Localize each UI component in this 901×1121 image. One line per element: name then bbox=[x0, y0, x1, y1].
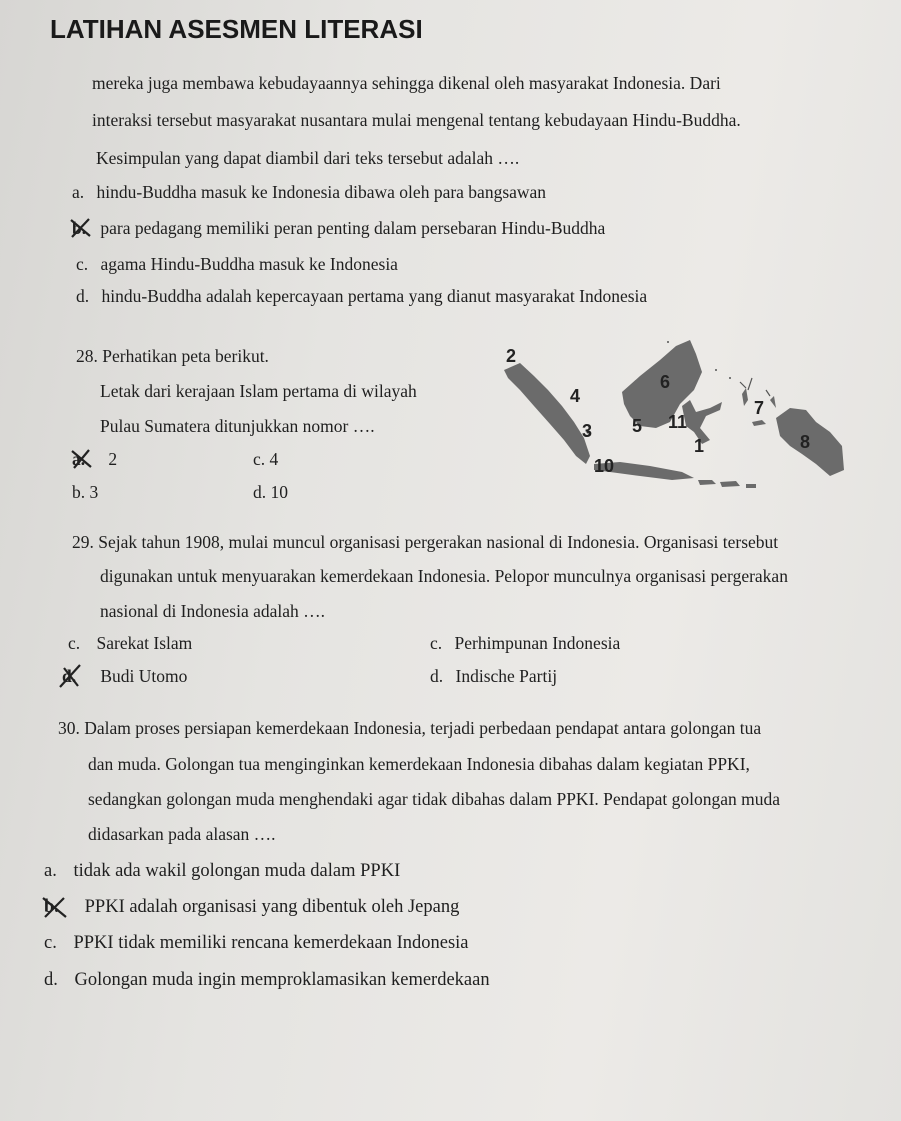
crossed-option-mark: b. bbox=[72, 218, 94, 239]
option-text: PPKI tidak memiliki rencana kemerdekaan Indonesia bbox=[73, 933, 469, 953]
option-30-b[interactable] bbox=[44, 897, 459, 918]
map-label: 11 bbox=[668, 412, 688, 432]
option-text: agama Hindu-Buddha masuk ke Indonesia bbox=[100, 254, 398, 274]
crossed-option-mark: a. bbox=[72, 449, 96, 470]
question-27-text-line1: mereka juga membawa kebudayaannya sehingga dikenal oleh masyarakat Indonesia. Dari bbox=[92, 73, 721, 93]
map-label: 8 bbox=[800, 432, 811, 452]
map-label: 5 bbox=[632, 416, 643, 436]
option-29-d1[interactable] bbox=[62, 666, 187, 687]
option-text: hindu-Buddha masuk ke Indonesia dibawa oleh para bangsawan bbox=[96, 182, 547, 202]
option-28-d[interactable]: d. 10 bbox=[253, 482, 288, 502]
option-text: tidak ada wakil golongan muda dalam PPKI bbox=[73, 861, 401, 881]
option-27-c[interactable] bbox=[76, 254, 398, 275]
option-30-c[interactable] bbox=[44, 933, 469, 954]
option-text: 2 bbox=[108, 449, 118, 469]
question-28-text-line3: Pulau Sumatera ditunjukkan nomor …. bbox=[100, 416, 375, 436]
option-30-d[interactable] bbox=[44, 970, 490, 991]
option-text: PPKI adalah organisasi yang dibentuk oleh Jepang bbox=[84, 897, 460, 917]
option-27-b[interactable] bbox=[72, 218, 605, 239]
map-label: 7 bbox=[754, 398, 765, 418]
island-nusa-tenggara bbox=[698, 480, 756, 488]
option-letter: a. bbox=[44, 861, 57, 881]
map-label: 3 bbox=[582, 421, 593, 441]
option-letter: d. bbox=[44, 970, 58, 990]
option-text: Sarekat Islam bbox=[96, 633, 193, 653]
option-letter: a. bbox=[72, 182, 85, 202]
question-27-text-line3: Kesimpulan yang dapat diambil dari teks tersebut adalah …. bbox=[96, 148, 520, 168]
option-27-a[interactable] bbox=[72, 182, 546, 203]
cross-mark-icon bbox=[40, 895, 70, 921]
option-letter: c. bbox=[44, 933, 57, 953]
option-letter: c. bbox=[430, 633, 443, 653]
option-text: Golongan muda ingin memproklamasikan kemerdekaan bbox=[74, 970, 490, 990]
option-29-c2[interactable] bbox=[430, 633, 620, 654]
map-label: 6 bbox=[660, 372, 671, 392]
map-label: 2 bbox=[506, 346, 517, 366]
option-letter: c. bbox=[68, 633, 81, 653]
option-28-c[interactable]: c. 4 bbox=[253, 449, 279, 469]
option-28-b[interactable]: b. 3 bbox=[72, 482, 99, 502]
cross-mark-icon bbox=[69, 447, 95, 471]
question-30-text-line3: sedangkan golongan muda menghendaki agar tidak dibahas dalam PPKI. Pendapat golongan muda bbox=[88, 789, 781, 809]
question-27-text-line2: interaksi tersebut masyarakat nusantara mulai mengenal tentang kebudayaan Hindu-Buddha. bbox=[92, 110, 741, 130]
question-30-text-line1: 30. Dalam proses persiapan kemerdekaan Indonesia, terjadi perbedaan pendapat antara golongan tua bbox=[58, 718, 762, 738]
crossed-option-mark: b. bbox=[44, 897, 72, 918]
option-text: Perhimpunan Indonesia bbox=[454, 633, 621, 653]
question-29-text-line3: nasional di Indonesia adalah …. bbox=[100, 601, 326, 621]
option-28-a[interactable] bbox=[72, 449, 117, 470]
option-letter: d. bbox=[430, 666, 444, 686]
island-sumatra bbox=[504, 363, 593, 464]
indonesia-map bbox=[490, 330, 846, 505]
page-title: LATIHAN ASESMEN LITERASI bbox=[50, 14, 423, 44]
question-29-text-line2: digunakan untuk menyuarakan kemerdekaan Indonesia. Pelopor munculnya organisasi pergerakan bbox=[100, 566, 788, 586]
question-30-text-line4: didasarkan pada alasan …. bbox=[88, 824, 276, 844]
option-text: hindu-Buddha adalah kepercayaan pertama yang dianut masyarakat Indonesia bbox=[101, 286, 648, 306]
option-letter: d. bbox=[76, 286, 90, 306]
option-29-c1[interactable] bbox=[68, 633, 192, 654]
option-29-d2[interactable] bbox=[430, 666, 557, 687]
option-27-d[interactable] bbox=[76, 286, 647, 307]
map-label: 4 bbox=[570, 386, 581, 406]
crossed-option-mark: d. bbox=[62, 666, 90, 687]
option-text: Indische Partij bbox=[455, 666, 558, 686]
question-30-text-line2: dan muda. Golongan tua menginginkan kemerdekaan Indonesia dibahas dalam kegiatan PPKI, bbox=[88, 754, 750, 774]
cross-mark-icon bbox=[68, 216, 94, 240]
question-28-text-line1: 28. Perhatikan peta berikut. bbox=[76, 346, 269, 366]
question-29-text-line1: 29. Sejak tahun 1908, mulai muncul organisasi pergerakan nasional di Indonesia. Organisasi tersebut bbox=[72, 532, 779, 552]
option-text: para pedagang memiliki peran penting dalam persebaran Hindu-Buddha bbox=[100, 218, 606, 238]
cross-mark-icon bbox=[56, 662, 86, 690]
option-30-a[interactable] bbox=[44, 861, 400, 882]
map-label: 10 bbox=[594, 456, 615, 476]
option-text: Budi Utomo bbox=[100, 666, 188, 686]
option-letter: c. bbox=[76, 254, 89, 274]
question-28-text-line2: Letak dari kerajaan Islam pertama di wilayah bbox=[100, 381, 417, 401]
map-label: 1 bbox=[694, 436, 705, 456]
